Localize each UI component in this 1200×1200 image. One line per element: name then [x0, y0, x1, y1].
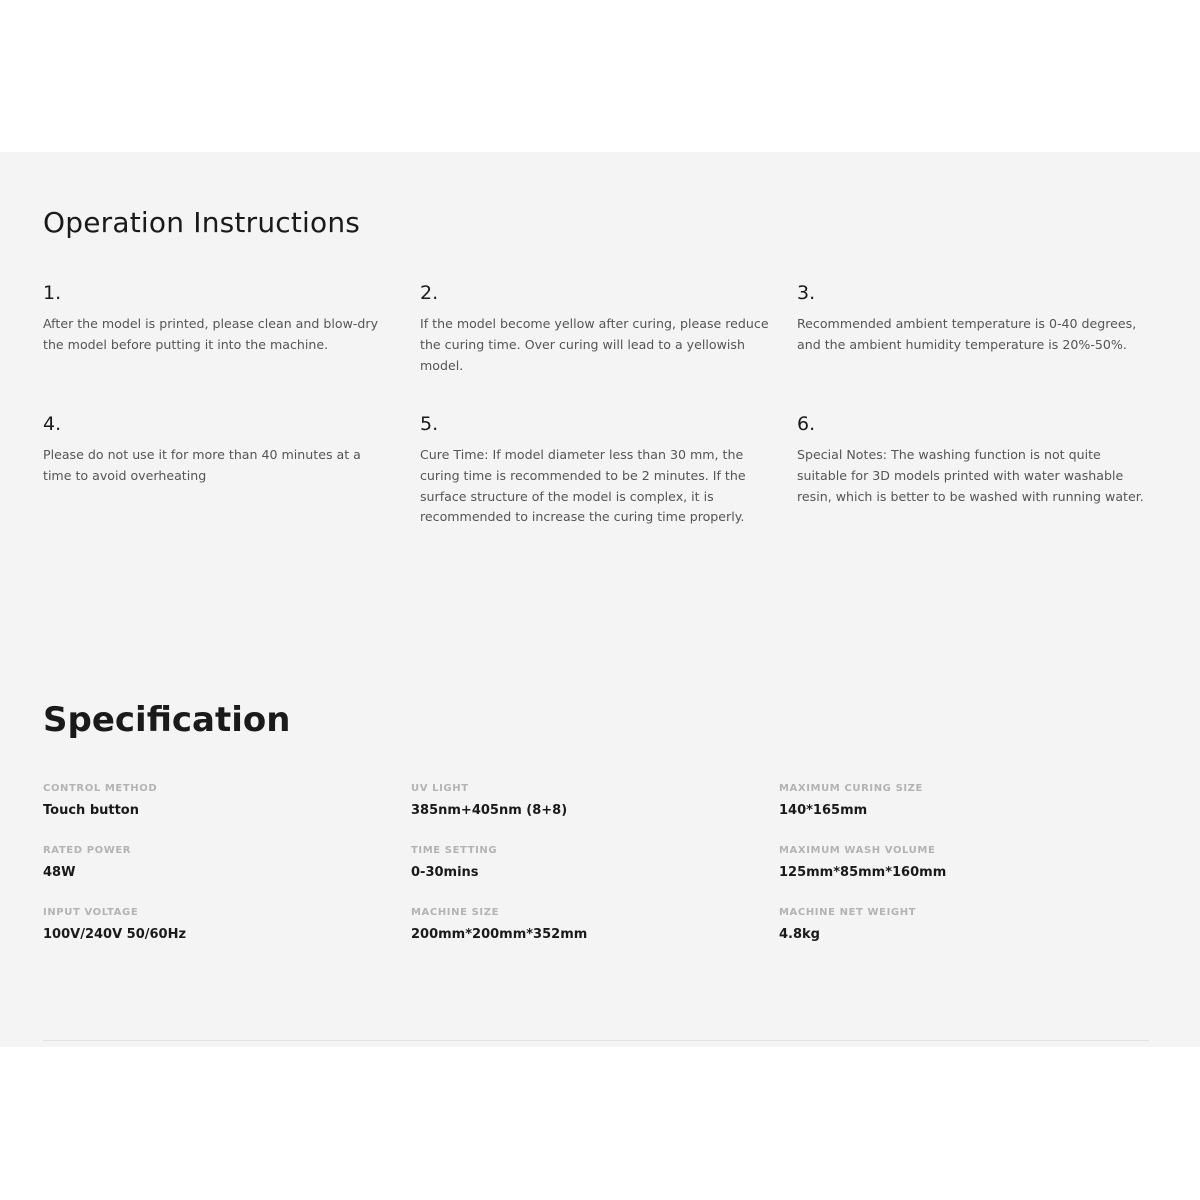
step-number: 1. [43, 282, 62, 304]
spec-label: TIME SETTING [411, 845, 498, 856]
spec-label: MACHINE NET WEIGHT [779, 907, 917, 918]
step-number: 3. [797, 282, 816, 304]
spec-item [411, 782, 779, 844]
step-item [797, 413, 1153, 544]
step-item [43, 413, 420, 544]
spec-item [43, 844, 411, 906]
spec-label: INPUT VOLTAGE [43, 907, 139, 918]
step-number: 5. [420, 413, 439, 435]
specification-grid [43, 782, 1153, 968]
spec-item [43, 906, 411, 968]
spec-item [779, 782, 1153, 844]
spec-item [411, 906, 779, 968]
step-number: 6. [797, 413, 816, 435]
step-description: If the model become yellow after curing, please reduce the curing time. Over curing will lead to a yellowish model. [420, 316, 769, 373]
spec-label: RATED POWER [43, 845, 132, 856]
spec-item [411, 844, 779, 906]
spec-item [779, 844, 1153, 906]
spec-label: CONTROL METHOD [43, 783, 158, 794]
specification-title: Specification [43, 700, 291, 740]
spec-label: MACHINE SIZE [411, 907, 500, 918]
spec-item [779, 906, 1153, 968]
operation-steps-grid [43, 282, 1153, 544]
step-description: Please do not use it for more than 40 minutes at a time to avoid overheating [43, 447, 361, 483]
content-panel [0, 152, 1200, 1047]
spec-value: 140*165mm [779, 803, 868, 818]
step-item [420, 413, 797, 544]
step-description: Recommended ambient temperature is 0-40 degrees, and the ambient humidity temperature is 20%-50%. [797, 316, 1137, 352]
spec-value: 48W [43, 865, 76, 880]
spec-value: 125mm*85mm*160mm [779, 865, 947, 880]
spec-value: 100V/240V 50/60Hz [43, 927, 187, 942]
spec-item [43, 782, 411, 844]
spec-value: 0-30mins [411, 865, 479, 880]
step-description: After the model is printed, please clean and blow-dry the model before putting it into the machine. [43, 316, 379, 352]
spec-value: 385nm+405nm (8+8) [411, 803, 568, 818]
step-number: 4. [43, 413, 62, 435]
spec-value: 4.8kg [779, 927, 820, 942]
step-item [43, 282, 420, 413]
step-item [420, 282, 797, 413]
spec-value: Touch button [43, 803, 139, 818]
spec-label: MAXIMUM CURING SIZE [779, 783, 923, 794]
step-description: Special Notes: The washing function is not quite suitable for 3D models printed with water washable resin, which is better to be washed with running water. [797, 447, 1144, 504]
step-item [797, 282, 1153, 413]
spec-label: MAXIMUM WASH VOLUME [779, 845, 936, 856]
section-divider [43, 1040, 1149, 1041]
spec-value: 200mm*200mm*352mm [411, 927, 588, 942]
step-description: Cure Time: If model diameter less than 30 mm, the curing time is recommended to be 2 minutes. If the surface structure of the model is complex, it is recommended to increase the curing time properly. [420, 447, 746, 525]
spec-label: UV LIGHT [411, 783, 469, 794]
operation-instructions-title: Operation Instructions [43, 206, 361, 239]
step-number: 2. [420, 282, 439, 304]
